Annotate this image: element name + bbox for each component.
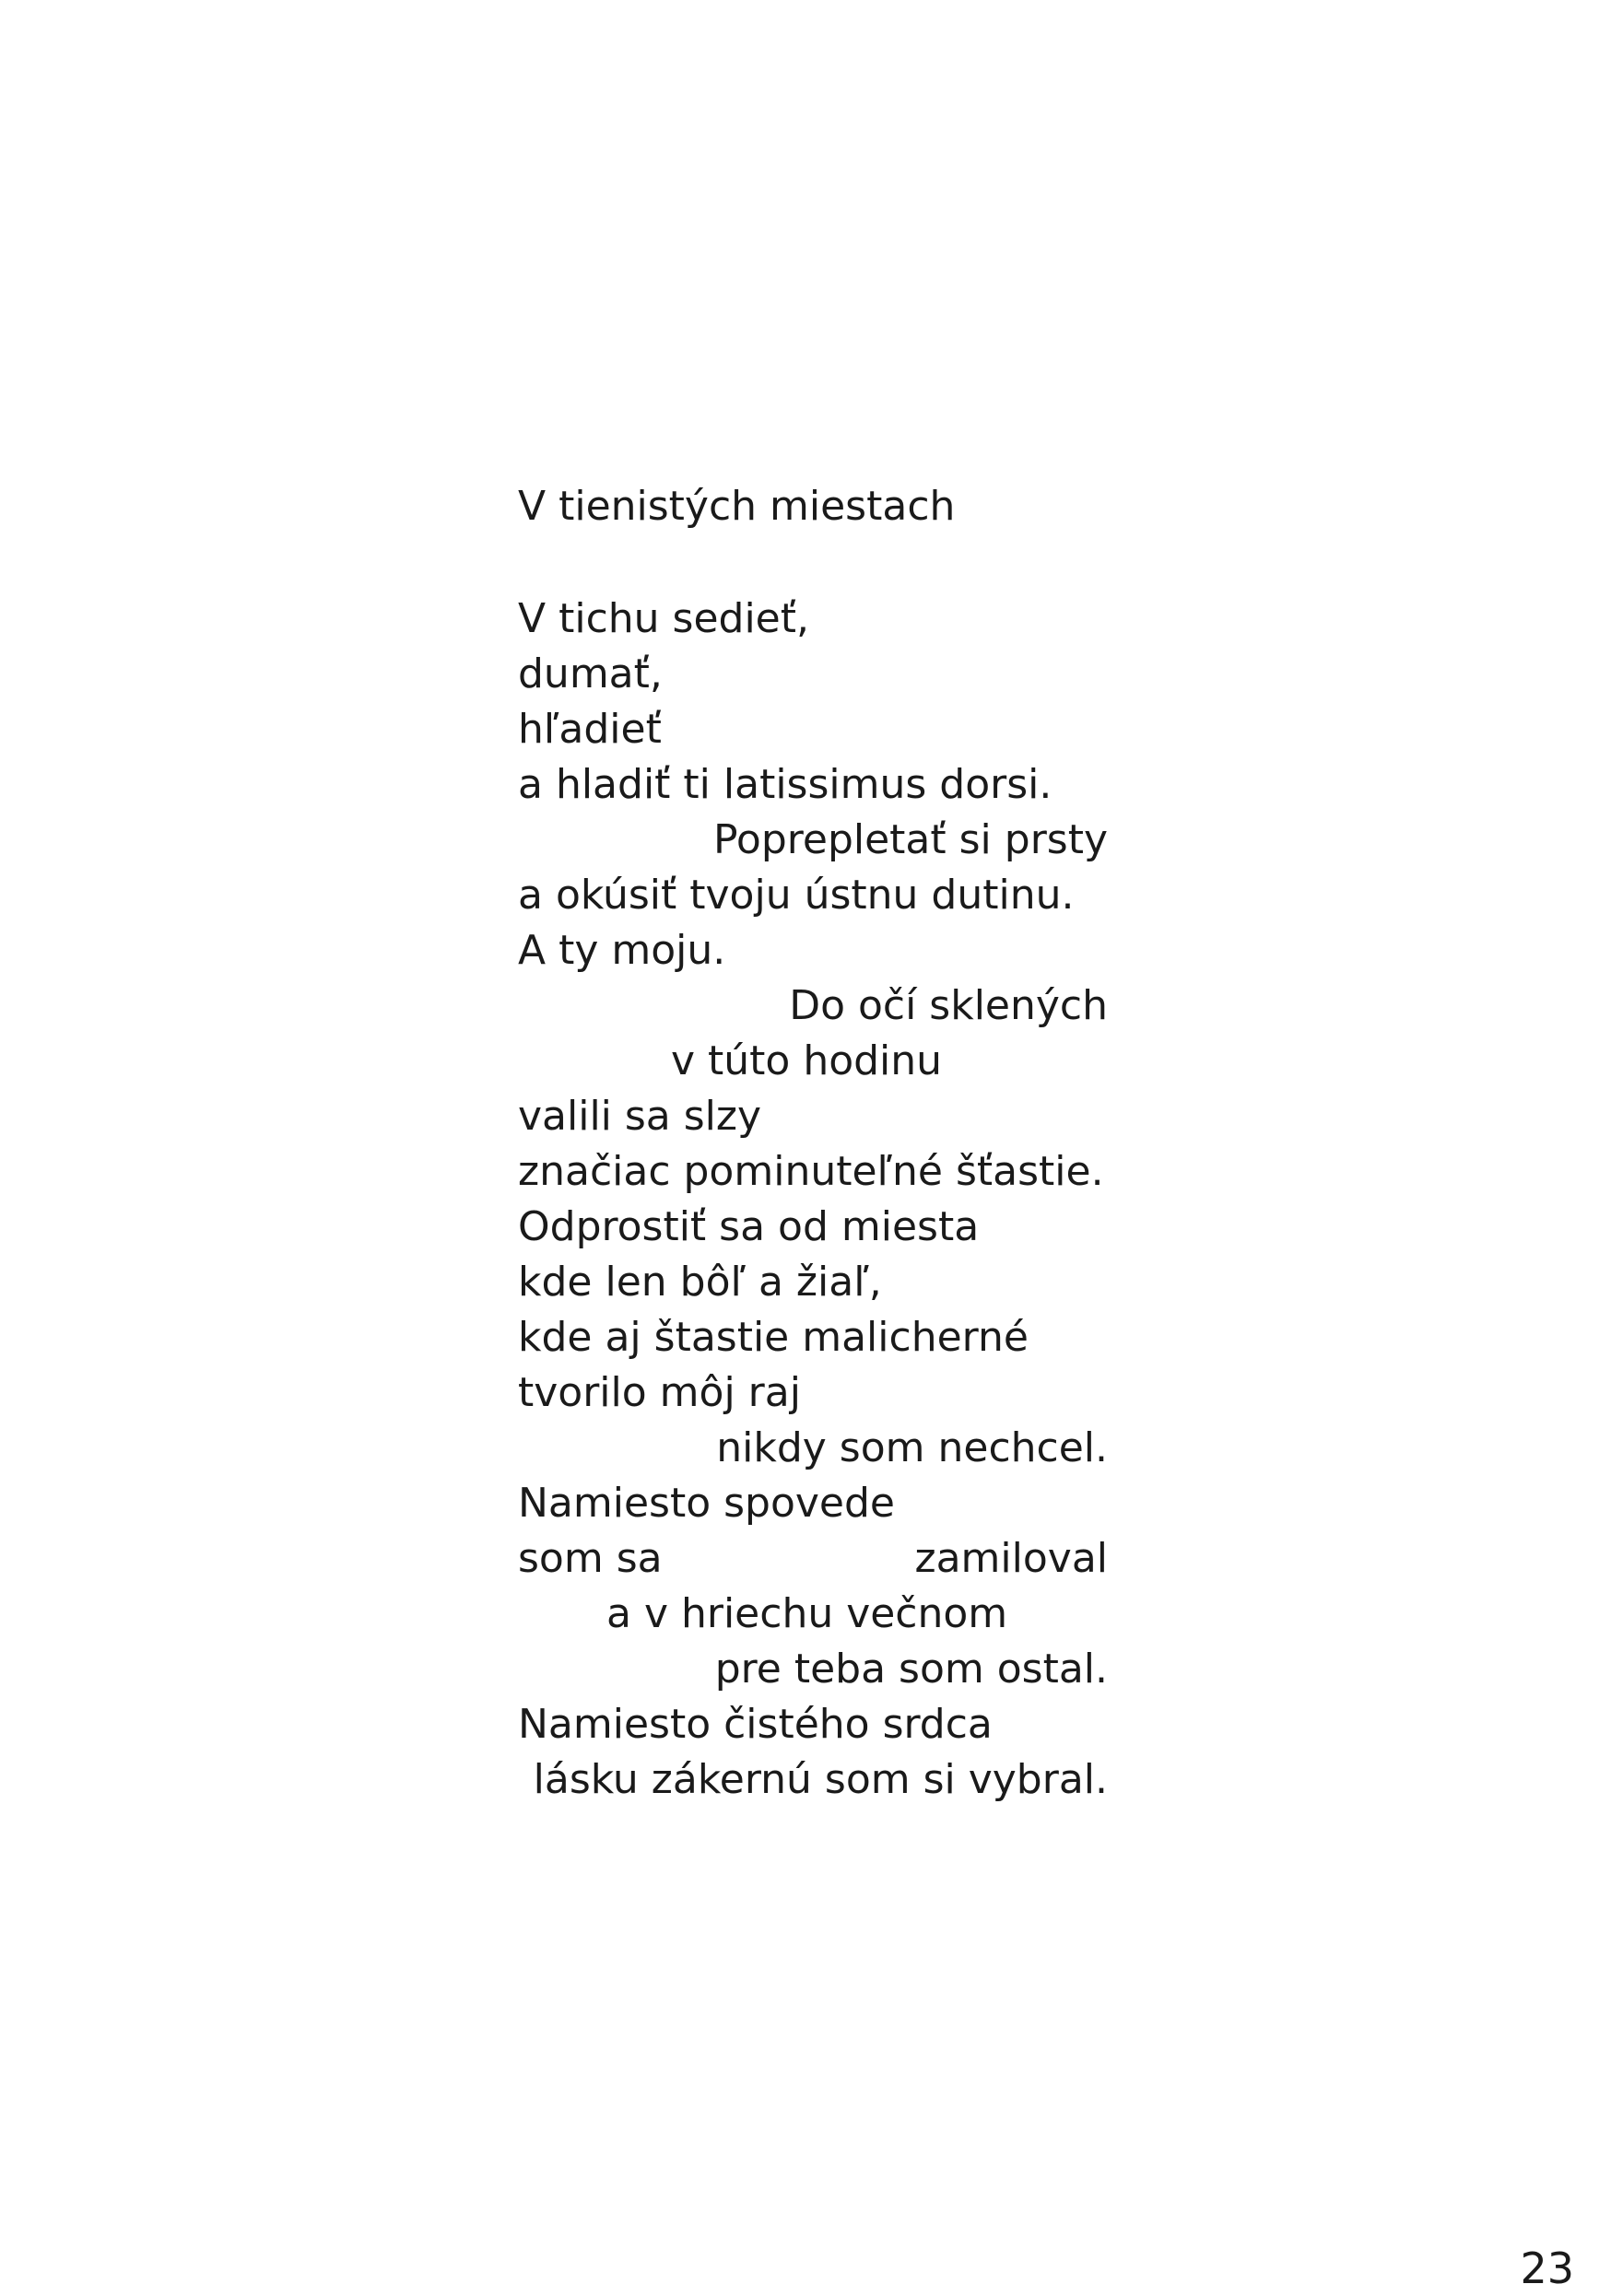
poem-line: A ty moju. bbox=[518, 927, 726, 974]
poem-line: Do očí sklených bbox=[789, 982, 1108, 1029]
poem-line: tvorilo môj raj bbox=[518, 1369, 801, 1416]
poem-line: kde aj štastie malicherné bbox=[518, 1314, 1029, 1361]
poem-title: V tienistých miestach bbox=[518, 483, 956, 530]
poem-line: dumať, bbox=[518, 650, 663, 697]
poem-line: som sa bbox=[518, 1535, 663, 1582]
poem-line: Namiesto spovede bbox=[518, 1480, 895, 1527]
poem-line: a hladiť ti latissimus dorsi. bbox=[518, 761, 1052, 808]
poem-line: Odprostiť sa od miesta bbox=[518, 1203, 980, 1250]
poem-line: Poprepletať si prsty bbox=[712, 816, 1108, 863]
poem-line: pre teba som ostal. bbox=[714, 1646, 1108, 1693]
poem-line: a okúsiť tvoju ústnu dutinu. bbox=[518, 872, 1075, 919]
poem-line: lásku zákernú som si vybral. bbox=[533, 1756, 1108, 1803]
poem-line: hľadieť bbox=[518, 706, 662, 753]
poem-line: valili sa slzy bbox=[518, 1093, 762, 1140]
poem-line: v túto hodinu bbox=[671, 1037, 943, 1084]
poem-line: a v hriechu večnom bbox=[606, 1590, 1008, 1637]
page-number: 23 bbox=[1520, 2243, 1574, 2293]
poem-line: značiac pominuteľné šťastie. bbox=[518, 1148, 1104, 1195]
poem-line: kde len bôľ a žiaľ, bbox=[518, 1259, 882, 1306]
poem-line: nikdy som nechcel. bbox=[716, 1424, 1108, 1471]
poem-line: zamiloval bbox=[914, 1535, 1108, 1582]
poem-line: Namiesto čistého srdca bbox=[518, 1701, 993, 1748]
poem-line: V tichu sedieť, bbox=[518, 595, 809, 642]
